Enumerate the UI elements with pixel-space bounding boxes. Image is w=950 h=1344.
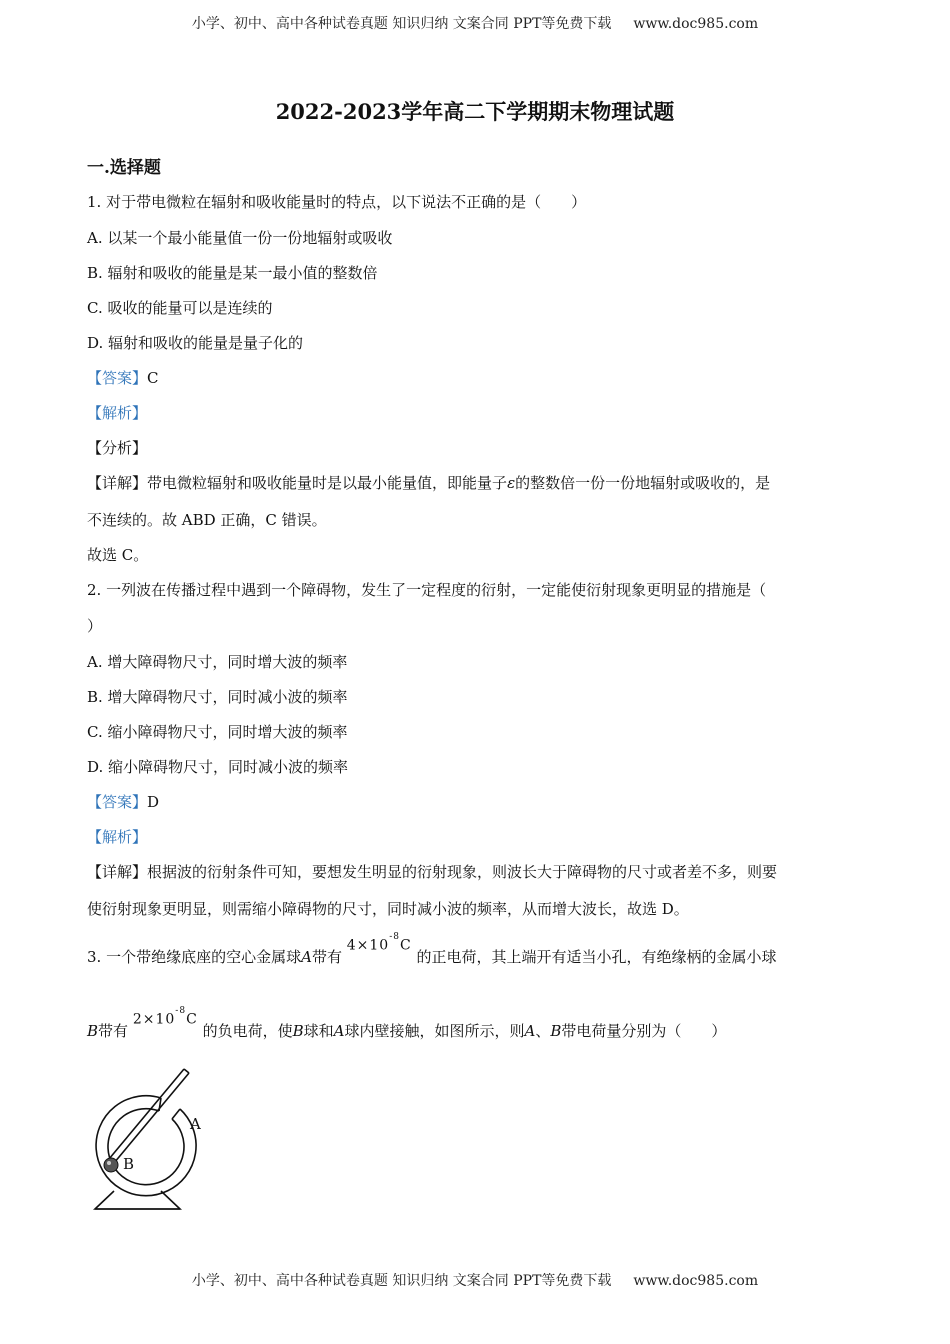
q2-stem: 2. 一列波在传播过程中遇到一个障碍物，发生了一定程度的衍射，一定能使衍射现象更明显的措施是（	[87, 581, 767, 599]
q3-text: 的正电荷，其上端开有适当小孔，有绝缘柄的金属小球	[416, 948, 777, 966]
ball-b	[104, 1158, 118, 1172]
q3-text: 带有	[98, 1022, 129, 1040]
q2-detail: 【详解】根据波的衍射条件可知，要想发生明显的衍射现象，则波长大于障碍物的尺寸或者差不多，则要	[87, 863, 778, 881]
footer-site: www.doc985.com	[633, 1273, 759, 1289]
analysis-tag: 解析	[102, 828, 133, 846]
page-title: 2022-2023学年高二下学期期末物理试题	[275, 99, 675, 124]
q3-stem-line2	[87, 1006, 727, 1041]
q1-outline: 【分析】	[87, 439, 148, 457]
footer-text: 小学、初中、高中各种试卷真题 知识归纳 文案合同 PPT等免费下载	[191, 1273, 612, 1289]
q2-analysis: 【解析】	[87, 828, 148, 846]
q3-ball-a: A	[524, 1022, 536, 1040]
q3-text: 、	[535, 1022, 551, 1040]
q3-ball-b: B	[292, 1022, 304, 1040]
q3-text: 球和	[303, 1022, 334, 1040]
section-heading: 一.选择题	[87, 158, 161, 178]
label-a: A	[190, 1115, 201, 1133]
q2-detail-line2: 使衍射现象更明显，则需缩小障碍物的尺寸，同时减小波的频率，从而增大波长，故选 D。	[87, 900, 689, 918]
q3-text: 球内壁接触，如图所示，则	[344, 1022, 525, 1040]
q3-text: 带电荷量分别为（ ）	[561, 1022, 727, 1040]
q3-charge-a: $4\times 10^{-8}C$	[346, 932, 412, 954]
header-text: 小学、初中、高中各种试卷真题 知识归纳 文案合同 PPT等免费下载	[191, 16, 612, 32]
q3-stem-line1	[87, 932, 777, 967]
q1-detail: 【详解】带电微粒辐射和吸收能量时是以最小能量值，即能量子ε的整数倍一份一份地辐射或吸收的，是	[87, 474, 771, 492]
answer-tag: 答案	[102, 369, 133, 387]
sphere-rim-right	[172, 1109, 180, 1119]
q1-detail-line2: 不连续的。故 ABD 正确，C 错误。	[87, 511, 327, 529]
analysis-tag: 解析	[102, 404, 133, 422]
q2-option-b: B. 增大障碍物尺寸，同时减小波的频率	[87, 688, 348, 706]
outline-tag: 分析	[102, 439, 133, 457]
q1-answer-value: C	[147, 369, 159, 387]
q2-detail-text: 根据波的衍射条件可知，要想发生明显的衍射现象，则波长大于障碍物的尺寸或者差不多，则要	[147, 863, 778, 881]
q2-answer-value: D	[147, 793, 160, 811]
q2-option-c: C. 缩小障碍物尺寸，同时增大波的频率	[87, 723, 348, 741]
q3-text: 的负电荷，使	[202, 1022, 293, 1040]
header-site: www.doc985.com	[633, 16, 759, 32]
q2-stem-cont: ）	[87, 617, 103, 635]
q3-ball-a: A	[301, 948, 312, 966]
label-b: B	[123, 1155, 135, 1173]
page-footer	[0, 1270, 950, 1290]
q3-text: 带有	[311, 948, 342, 966]
handle-line-1	[109, 1069, 184, 1159]
q1-analysis: 【解析】	[87, 404, 148, 422]
sphere-outer-arc	[96, 1096, 196, 1196]
handle-line-2	[114, 1073, 189, 1163]
detail-tag: 详解	[102, 863, 133, 881]
q1-epsilon: ε	[507, 474, 516, 492]
q1-option-c: C. 吸收的能量可以是连续的	[87, 299, 273, 317]
q1-detail-text-b: 的整数倍一份一份地辐射或吸收的，是	[515, 474, 771, 492]
q1-option-b: B. 辐射和吸收的能量是某一最小值的整数倍	[87, 264, 378, 282]
q3-charge-b: $2\times 10^{-8}C$	[132, 1006, 198, 1028]
q2-option-d: D. 缩小障碍物尺寸，同时减小波的频率	[87, 758, 349, 776]
insulated-base	[95, 1191, 180, 1209]
q2-answer: 【答案】D	[87, 793, 160, 811]
q3-ball-b: B	[87, 1022, 99, 1040]
q1-answer: 【答案】C	[87, 369, 159, 387]
sphere-figure	[80, 1063, 220, 1218]
q2-option-a: A. 增大障碍物尺寸，同时增大波的频率	[87, 653, 348, 671]
q1-option-d: D. 辐射和吸收的能量是量子化的	[87, 334, 304, 352]
q1-detail-text-a: 带电微粒辐射和吸收能量时是以最小能量值，即能量子	[147, 474, 508, 492]
q3-ball-a: A	[333, 1022, 345, 1040]
detail-tag: 详解	[102, 474, 133, 492]
q1-conclusion: 故选 C。	[87, 546, 149, 564]
page-header	[0, 13, 950, 33]
q1-option-a: A. 以某一个最小能量值一份一份地辐射或吸收	[87, 229, 393, 247]
q3-text: 3. 一个带绝缘底座的空心金属球	[87, 948, 302, 966]
q1-stem: 1. 对于带电微粒在辐射和吸收能量时的特点，以下说法不正确的是（ ）	[87, 193, 587, 211]
answer-tag: 答案	[102, 793, 133, 811]
q3-ball-b: B	[550, 1022, 562, 1040]
